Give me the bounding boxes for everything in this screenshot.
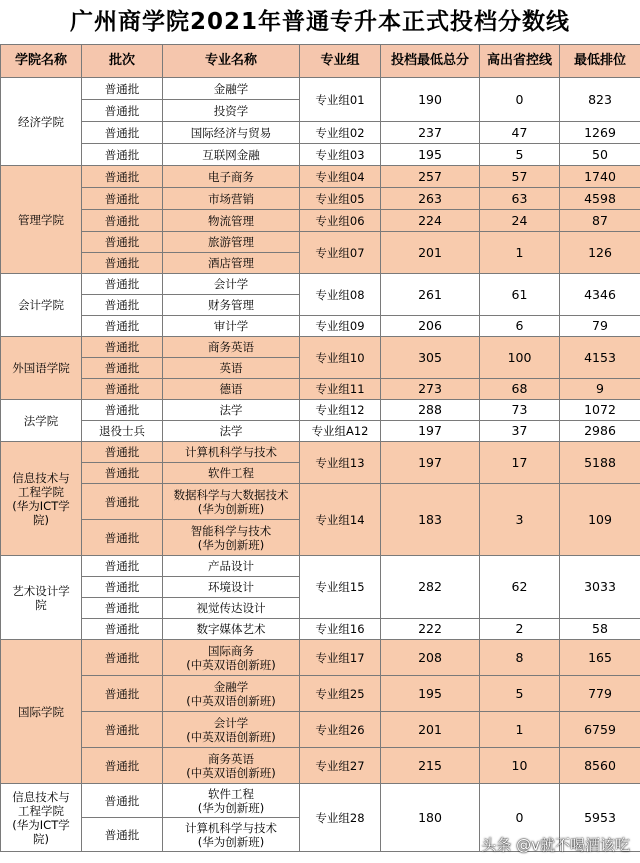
above-control-cell: 1 <box>480 232 560 274</box>
min-score-cell: 183 <box>381 484 480 556</box>
table-body <box>1 78 640 852</box>
major-cell: 法学 <box>163 400 300 421</box>
batch-cell: 普通批 <box>82 358 163 379</box>
major-cell: 智能科学与技术 (华为创新班) <box>163 520 300 556</box>
batch-cell: 退役士兵 <box>82 421 163 442</box>
above-control-cell: 68 <box>480 379 560 400</box>
batch-cell: 普通批 <box>82 676 163 712</box>
above-control-cell: 63 <box>480 188 560 210</box>
group-cell: 专业组27 <box>300 748 381 784</box>
major-cell: 视觉传达设计 <box>163 598 300 619</box>
group-cell: 专业组A12 <box>300 421 381 442</box>
min-score-cell: 201 <box>381 232 480 274</box>
header-major: 专业名称 <box>163 45 300 78</box>
above-control-cell: 17 <box>480 442 560 484</box>
table-row <box>1 379 640 400</box>
table-row <box>1 400 640 421</box>
batch-cell: 普通批 <box>82 122 163 144</box>
header-batch: 批次 <box>82 45 163 78</box>
min-rank-cell: 126 <box>560 232 640 274</box>
above-control-cell: 24 <box>480 210 560 232</box>
min-rank-cell: 87 <box>560 210 640 232</box>
header-min-score: 投档最低总分 <box>381 45 480 78</box>
group-cell: 专业组16 <box>300 619 381 640</box>
min-score-cell: 273 <box>381 379 480 400</box>
watermark: 头条 @v就不喝酒该吃 <box>481 836 630 854</box>
above-control-cell: 1 <box>480 712 560 748</box>
above-control-cell: 57 <box>480 166 560 188</box>
batch-cell: 普通批 <box>82 520 163 556</box>
header-college: 学院名称 <box>1 45 82 78</box>
major-cell: 电子商务 <box>163 166 300 188</box>
header-group: 专业组 <box>300 45 381 78</box>
above-control-cell: 73 <box>480 400 560 421</box>
page-title: 广州商学院2021年普通专升本正式投档分数线 <box>69 9 570 35</box>
major-cell: 会计学 (中英双语创新班) <box>163 712 300 748</box>
batch-cell: 普通批 <box>82 640 163 676</box>
major-cell: 财务管理 <box>163 295 300 316</box>
table-row <box>1 421 640 442</box>
batch-cell: 普通批 <box>82 100 163 122</box>
table-row <box>1 712 640 748</box>
batch-cell: 普通批 <box>82 232 163 253</box>
table-row <box>1 188 640 210</box>
major-cell: 国际经济与贸易 <box>163 122 300 144</box>
table-row <box>1 337 640 358</box>
group-cell: 专业组12 <box>300 400 381 421</box>
table-row <box>1 316 640 337</box>
college-cell: 管理学院 <box>1 166 82 274</box>
batch-cell: 普通批 <box>82 484 163 520</box>
group-cell: 专业组10 <box>300 337 381 379</box>
min-score-cell: 208 <box>381 640 480 676</box>
table-row <box>1 619 640 640</box>
group-cell: 专业组25 <box>300 676 381 712</box>
group-cell: 专业组04 <box>300 166 381 188</box>
min-rank-cell: 79 <box>560 316 640 337</box>
batch-cell: 普通批 <box>82 316 163 337</box>
table-row <box>1 122 640 144</box>
group-cell: 专业组05 <box>300 188 381 210</box>
min-rank-cell: 1072 <box>560 400 640 421</box>
above-control-cell: 0 <box>480 784 560 852</box>
major-cell: 产品设计 <box>163 556 300 577</box>
group-cell: 专业组26 <box>300 712 381 748</box>
batch-cell: 普通批 <box>82 337 163 358</box>
min-rank-cell: 4598 <box>560 188 640 210</box>
table-row <box>1 484 640 520</box>
table-row <box>1 166 640 188</box>
major-cell: 商务英语 (中英双语创新班) <box>163 748 300 784</box>
batch-cell: 普通批 <box>82 295 163 316</box>
major-cell: 数字媒体艺术 <box>163 619 300 640</box>
major-cell: 商务英语 <box>163 337 300 358</box>
college-cell: 会计学院 <box>1 274 82 337</box>
min-score-cell: 224 <box>381 210 480 232</box>
table-row <box>1 556 640 577</box>
major-cell: 软件工程 <box>163 463 300 484</box>
major-cell: 法学 <box>163 421 300 442</box>
header-min-rank: 最低排位 <box>560 45 640 78</box>
min-score-cell: 257 <box>381 166 480 188</box>
min-rank-cell: 6759 <box>560 712 640 748</box>
above-control-cell: 37 <box>480 421 560 442</box>
min-rank-cell: 50 <box>560 144 640 166</box>
group-cell: 专业组11 <box>300 379 381 400</box>
min-score-cell: 201 <box>381 712 480 748</box>
min-rank-cell: 4346 <box>560 274 640 316</box>
batch-cell: 普通批 <box>82 166 163 188</box>
major-cell: 会计学 <box>163 274 300 295</box>
min-score-cell: 215 <box>381 748 480 784</box>
table-row <box>1 748 640 784</box>
major-cell: 国际商务 (中英双语创新班) <box>163 640 300 676</box>
above-control-cell: 5 <box>480 676 560 712</box>
header-row <box>1 45 640 78</box>
group-cell: 专业组15 <box>300 556 381 619</box>
above-control-cell: 47 <box>480 122 560 144</box>
min-rank-cell: 3033 <box>560 556 640 619</box>
batch-cell: 普通批 <box>82 818 163 852</box>
batch-cell: 普通批 <box>82 784 163 818</box>
header-above-control: 高出省控线 <box>480 45 560 78</box>
table-row <box>1 676 640 712</box>
batch-cell: 普通批 <box>82 253 163 274</box>
batch-cell: 普通批 <box>82 379 163 400</box>
batch-cell: 普通批 <box>82 463 163 484</box>
above-control-cell: 6 <box>480 316 560 337</box>
table-row <box>1 640 640 676</box>
batch-cell: 普通批 <box>82 619 163 640</box>
group-cell: 专业组14 <box>300 484 381 556</box>
major-cell: 互联网金融 <box>163 144 300 166</box>
score-table <box>0 44 640 852</box>
min-score-cell: 195 <box>381 676 480 712</box>
above-control-cell: 5 <box>480 144 560 166</box>
min-score-cell: 197 <box>381 442 480 484</box>
group-cell: 专业组28 <box>300 784 381 852</box>
major-cell: 德语 <box>163 379 300 400</box>
table-row <box>1 274 640 295</box>
above-control-cell: 3 <box>480 484 560 556</box>
min-rank-cell: 1740 <box>560 166 640 188</box>
batch-cell: 普通批 <box>82 144 163 166</box>
college-cell: 外国语学院 <box>1 337 82 400</box>
min-score-cell: 206 <box>381 316 480 337</box>
major-cell: 审计学 <box>163 316 300 337</box>
major-cell: 计算机科学与技术 (华为创新班) <box>163 818 300 852</box>
major-cell: 金融学 <box>163 78 300 100</box>
batch-cell: 普通批 <box>82 712 163 748</box>
min-score-cell: 282 <box>381 556 480 619</box>
table-row <box>1 144 640 166</box>
min-rank-cell: 5953 <box>560 784 640 852</box>
min-rank-cell: 823 <box>560 78 640 122</box>
major-cell: 旅游管理 <box>163 232 300 253</box>
min-score-cell: 180 <box>381 784 480 852</box>
group-cell: 专业组07 <box>300 232 381 274</box>
table-row <box>1 210 640 232</box>
min-rank-cell: 109 <box>560 484 640 556</box>
batch-cell: 普通批 <box>82 556 163 577</box>
college-cell: 经济学院 <box>1 78 82 166</box>
min-score-cell: 195 <box>381 144 480 166</box>
min-rank-cell: 9 <box>560 379 640 400</box>
min-rank-cell: 5188 <box>560 442 640 484</box>
min-rank-cell: 165 <box>560 640 640 676</box>
group-cell: 专业组17 <box>300 640 381 676</box>
batch-cell: 普通批 <box>82 210 163 232</box>
table-row <box>1 784 640 818</box>
min-score-cell: 237 <box>381 122 480 144</box>
table-row <box>1 78 640 100</box>
batch-cell: 普通批 <box>82 188 163 210</box>
above-control-cell: 2 <box>480 619 560 640</box>
batch-cell: 普通批 <box>82 78 163 100</box>
group-cell: 专业组09 <box>300 316 381 337</box>
group-cell: 专业组03 <box>300 144 381 166</box>
group-cell: 专业组02 <box>300 122 381 144</box>
min-score-cell: 190 <box>381 78 480 122</box>
min-score-cell: 261 <box>381 274 480 316</box>
major-cell: 环境设计 <box>163 577 300 598</box>
batch-cell: 普通批 <box>82 400 163 421</box>
min-rank-cell: 4153 <box>560 337 640 379</box>
college-cell: 国际学院 <box>1 640 82 784</box>
major-cell: 金融学 (中英双语创新班) <box>163 676 300 712</box>
min-rank-cell: 58 <box>560 619 640 640</box>
min-rank-cell: 1269 <box>560 122 640 144</box>
table-row <box>1 442 640 463</box>
above-control-cell: 62 <box>480 556 560 619</box>
group-cell: 专业组01 <box>300 78 381 122</box>
above-control-cell: 0 <box>480 78 560 122</box>
min-rank-cell: 8560 <box>560 748 640 784</box>
major-cell: 软件工程 (华为创新班) <box>163 784 300 818</box>
major-cell: 酒店管理 <box>163 253 300 274</box>
min-score-cell: 197 <box>381 421 480 442</box>
min-rank-cell: 2986 <box>560 421 640 442</box>
batch-cell: 普通批 <box>82 748 163 784</box>
batch-cell: 普通批 <box>82 274 163 295</box>
major-cell: 计算机科学与技术 <box>163 442 300 463</box>
major-cell: 市场营销 <box>163 188 300 210</box>
group-cell: 专业组08 <box>300 274 381 316</box>
major-cell: 英语 <box>163 358 300 379</box>
major-cell: 数据科学与大数据技术 (华为创新班) <box>163 484 300 520</box>
min-score-cell: 305 <box>381 337 480 379</box>
batch-cell: 普通批 <box>82 577 163 598</box>
above-control-cell: 100 <box>480 337 560 379</box>
college-cell: 信息技术与 工程学院 (华为ICT学 院) <box>1 442 82 556</box>
major-cell: 物流管理 <box>163 210 300 232</box>
batch-cell: 普通批 <box>82 598 163 619</box>
group-cell: 专业组06 <box>300 210 381 232</box>
min-score-cell: 263 <box>381 188 480 210</box>
batch-cell: 普通批 <box>82 442 163 463</box>
min-rank-cell: 779 <box>560 676 640 712</box>
min-score-cell: 288 <box>381 400 480 421</box>
above-control-cell: 10 <box>480 748 560 784</box>
college-cell: 法学院 <box>1 400 82 442</box>
college-cell: 艺术设计学 院 <box>1 556 82 640</box>
above-control-cell: 8 <box>480 640 560 676</box>
min-score-cell: 222 <box>381 619 480 640</box>
table-row <box>1 232 640 253</box>
major-cell: 投资学 <box>163 100 300 122</box>
group-cell: 专业组13 <box>300 442 381 484</box>
above-control-cell: 61 <box>480 274 560 316</box>
college-cell: 信息技术与 工程学院 (华为ICT学 院) <box>1 784 82 852</box>
